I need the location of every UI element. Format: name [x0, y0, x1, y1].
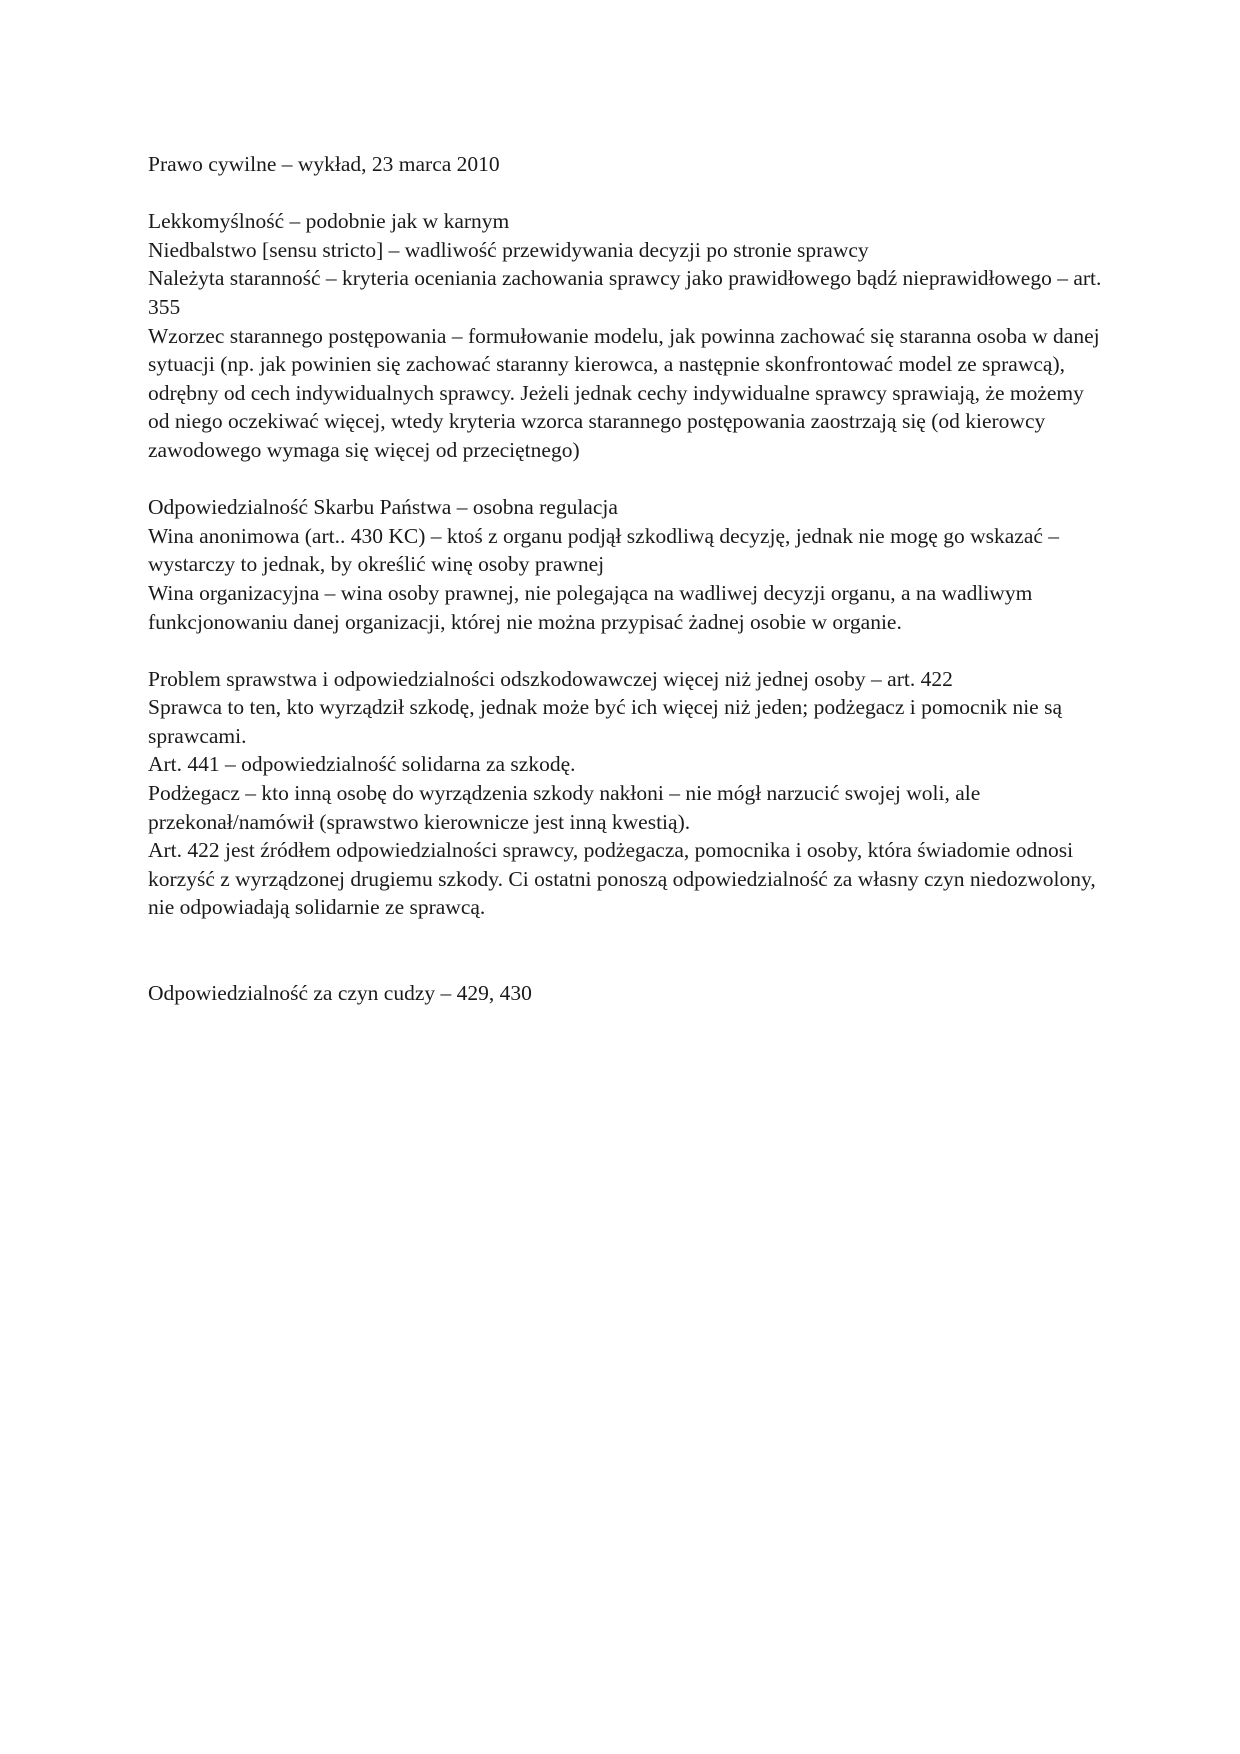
paragraph-lekkomyslnosc: Lekkomyślność – podobnie jak w karnym: [148, 209, 510, 234]
paragraph-nalezyta-starannosc: Należyta staranność – kryteria oceniania zachowania sprawcy jako prawidłowego bądź nieprawidłowego – art. 355: [148, 266, 1102, 319]
paragraph-wina-anonimowa: Wina anonimowa (art.. 430 KC) – ktoś z organu podjął szkodliwą decyzję, jednak nie mogę go wskazać – wystarczy to jednak, by określić winę osoby prawnej: [148, 523, 1060, 577]
paragraph-problem-sprawstwa: Problem sprawstwa i odpowiedzialności odszkodowawczej więcej niż jednej osoby – art. 422: [148, 666, 953, 691]
paragraph-art-441: Art. 441 – odpowiedzialność solidarna za szkodę.: [148, 752, 576, 777]
paragraph-gap: [148, 179, 1108, 208]
paragraph-niedbalstwo: Niedbalstwo [sensu stricto] – wadliwość przewidywania decyzji po stronie sprawcy: [148, 237, 869, 262]
paragraph-art-422: Art. 422 jest źródłem odpowiedzialności sprawcy, podżegacza, pomocnika i osoby, która świadomie odnosi korzyść z wyrządzonej drugiemu szkody. Ci ostatni ponoszą odpowiedzialność za własny czyn niedozwolony, nie odpowiadają solidarnie ze sprawcą.: [148, 838, 1096, 920]
paragraph-wina-organizacyjna: Wina organizacyjna – wina osoby prawnej, nie polegająca na wadliwej decyzji organu, a na wadliwym funkcjonowaniu danej organizacji, której nie można przypisać żadnej osobie w organie.: [148, 580, 1033, 634]
document-body: [148, 150, 1108, 1008]
paragraph-gap: [148, 636, 1108, 665]
paragraph-gap: [148, 922, 1108, 979]
paragraph-skarb-panstwa: Odpowiedzialność Skarbu Państwa – osobna regulacja: [148, 495, 618, 520]
paragraph-wzorzec: Wzorzec starannego postępowania – formułowanie modelu, jak powinna zachować się staranna osoba w danej sytuacji (np. jak powinien się zachować staranny kierowca, a następnie skonfrontować model ze sprawcą), odrębny od cech indywidualnych sprawcy. Jeżeli jednak cechy indywidualne sprawcy sprawiają, że możemy od niego oczekiwać więcej, wtedy kryteria wzorca starannego postępowania zaostrzają się (od kierowcy zawodowego wymaga się więcej od przeciętnego): [148, 323, 1100, 462]
document-title: Prawo cywilne – wykład, 23 marca 2010: [148, 152, 500, 176]
paragraph-podzegacz: Podżegacz – kto inną osobę do wyrządzenia szkody nakłoni – nie mógł narzucić swojej woli, ale przekonał/namówił (sprawstwo kierownicze jest inną kwestią).: [148, 781, 981, 834]
paragraph-sprawca: Sprawca to ten, kto wyrządził szkodę, jednak może być ich więcej niż jeden; podżegacz i pomocnik nie są sprawcami.: [148, 695, 1063, 748]
paragraph-czyn-cudzy: Odpowiedzialność za czyn cudzy – 429, 430: [148, 981, 532, 1006]
paragraph-gap: [148, 465, 1108, 494]
